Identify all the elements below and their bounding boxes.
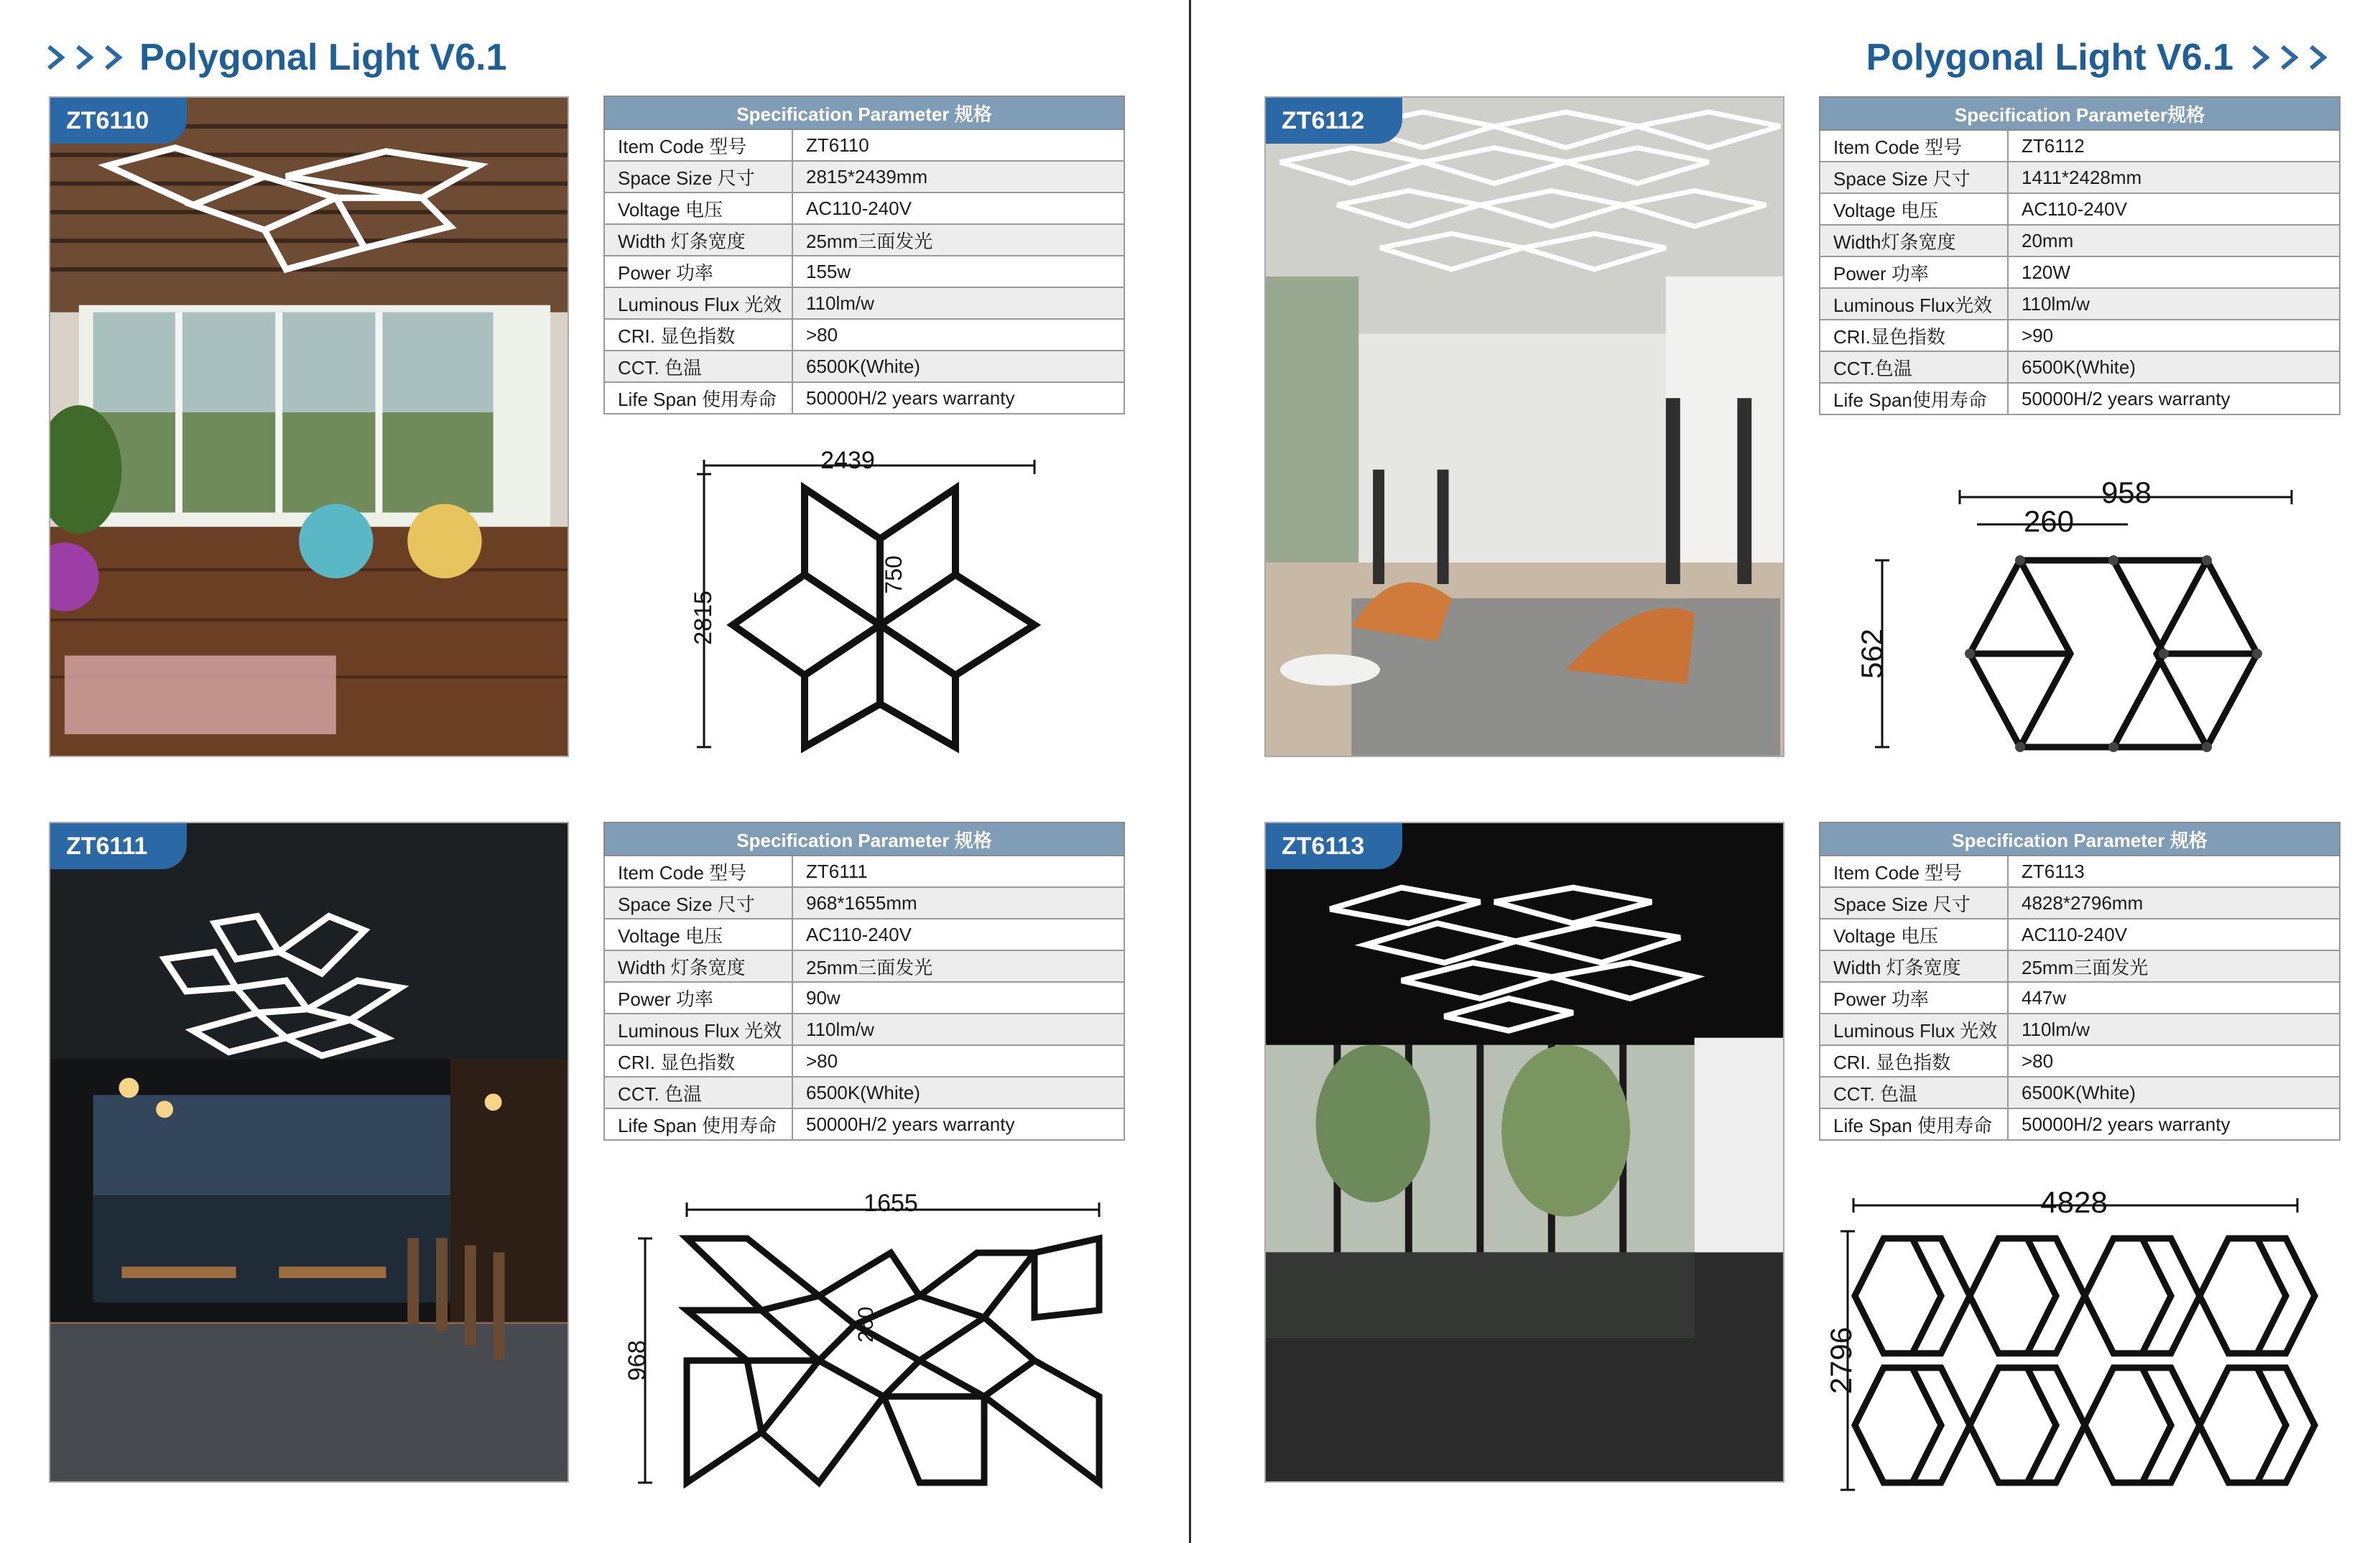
- office-hall-scene-image: [1266, 823, 1783, 1481]
- spec-table-header: Specification Parameter规格: [1820, 97, 2340, 130]
- table-row: Item Code 型号 ZT6112: [1820, 130, 2340, 162]
- dim-width-label: 2439: [820, 447, 875, 474]
- table-row: Power 功率 90w: [604, 982, 1124, 1014]
- dim-height-label: 562: [1855, 628, 1889, 680]
- table-row: Voltage 电压 AC110-240V: [604, 919, 1124, 950]
- table-row: Life Span 使用寿命 50000H/2 years warranty: [604, 1108, 1124, 1140]
- table-row: Luminous Flux 光效 110lm/w: [1820, 1014, 2340, 1045]
- cube-frame-diagram: [1819, 1181, 2340, 1497]
- page-divider: [1189, 0, 1191, 1543]
- table-row: Space Size 尺寸 4828*2796mm: [1820, 887, 2340, 919]
- spec-table-zt6110: [603, 96, 1125, 414]
- table-row: Voltage 电压 AC110-240V: [1820, 193, 2340, 225]
- table-row: Item Code 型号 ZT6111: [604, 856, 1124, 887]
- table-row: Luminous Flux 光效 110lm/w: [604, 287, 1124, 319]
- spec-table-zt6111: [603, 822, 1125, 1141]
- product-badge: ZT6111: [50, 823, 187, 869]
- page-title-left: Polygonal Light V6.1: [139, 37, 507, 78]
- table-row: CCT.色温 6500K(White): [1820, 351, 2340, 383]
- chevrons-icon: [43, 41, 125, 74]
- spec-table-zt6112: [1819, 96, 2340, 415]
- dim-width-label: 958: [2101, 476, 2152, 509]
- table-row: Width 灯条宽度 25mm三面发光: [604, 224, 1124, 256]
- dim-height-label: 2815: [690, 590, 717, 645]
- spec-table-header: Specification Parameter 规格: [604, 823, 1124, 856]
- dim-inner-label: 260: [854, 1306, 878, 1343]
- dimension-drawing-zt6113: [1819, 1181, 2340, 1497]
- table-row: Life Span 使用寿命 50000H/2 years warranty: [604, 382, 1124, 414]
- product-photo-zt6110: [49, 96, 569, 757]
- table-row: CRI. 显色指数 >80: [1820, 1045, 2340, 1077]
- dim-height-label: 2796: [1824, 1327, 1858, 1394]
- table-row: Width灯条宽度 20mm: [1820, 225, 2340, 256]
- product-badge: ZT6112: [1266, 98, 1402, 144]
- table-row: CCT. 色温 6500K(White): [604, 351, 1124, 382]
- table-row: Item Code 型号 ZT6113: [1820, 856, 2340, 887]
- dim-width-label: 4828: [2040, 1185, 2108, 1219]
- gym-scene-image: [1266, 98, 1783, 756]
- table-row: Voltage 电压 AC110-240V: [1820, 919, 2340, 950]
- table-row: Power 功率 447w: [1820, 982, 2340, 1014]
- table-row: CCT. 色温 6500K(White): [604, 1077, 1124, 1108]
- table-row: CCT. 色温 6500K(White): [1820, 1077, 2340, 1108]
- table-row: Space Size 尺寸 1411*2428mm: [1820, 162, 2340, 193]
- chevrons-icon: [2248, 41, 2330, 74]
- table-row: Luminous Flux 光效 110lm/w: [604, 1014, 1124, 1045]
- dimension-drawing-zt6111: [603, 1181, 1125, 1497]
- dim-inner-label: 260: [2023, 504, 2075, 538]
- spec-table-header: Specification Parameter 规格: [604, 96, 1124, 129]
- product-badge: ZT6110: [50, 98, 187, 144]
- header-right: [1866, 29, 2330, 86]
- spec-table-header: Specification Parameter 规格: [1820, 823, 2340, 856]
- table-row: Space Size 尺寸 2815*2439mm: [604, 161, 1124, 193]
- restaurant-scene-image: [50, 823, 568, 1481]
- table-row: Width 灯条宽度 25mm三面发光: [1820, 950, 2340, 982]
- table-row: Width 灯条宽度 25mm三面发光: [604, 950, 1124, 982]
- table-row: Power 功率 120W: [1820, 256, 2340, 288]
- dimension-drawing-zt6110: [603, 438, 1125, 754]
- dim-height-label: 968: [624, 1340, 651, 1381]
- star-frame-diagram: [603, 438, 1125, 754]
- table-row: Voltage 电压 AC110-240V: [604, 193, 1124, 224]
- table-row: Item Code 型号 ZT6110: [604, 129, 1124, 161]
- table-row: Luminous Flux光效 110lm/w: [1820, 288, 2340, 320]
- star-frame-diagram: [603, 1181, 1125, 1497]
- dim-inner-label: 750: [881, 555, 907, 594]
- room-scene-image: [50, 98, 568, 756]
- spec-table-zt6113: [1819, 822, 2340, 1141]
- product-photo-zt6111: [49, 822, 569, 1483]
- dim-width-label: 1655: [863, 1190, 918, 1217]
- table-row: CRI. 显色指数 >80: [604, 1045, 1124, 1077]
- hexagon-frame-diagram: [1819, 474, 2340, 790]
- table-row: Life Span使用寿命 50000H/2 years warranty: [1820, 383, 2340, 414]
- table-row: Life Span 使用寿命 50000H/2 years warranty: [1820, 1108, 2340, 1140]
- header-left: [43, 29, 506, 86]
- product-photo-zt6112: [1264, 96, 1784, 757]
- dimension-drawing-zt6112: [1819, 474, 2340, 790]
- table-row: Power 功率 155w: [604, 256, 1124, 287]
- page-title-right: Polygonal Light V6.1: [1866, 37, 2233, 78]
- product-photo-zt6113: [1264, 822, 1784, 1483]
- table-row: CRI.显色指数 >90: [1820, 320, 2340, 351]
- table-row: CRI. 显色指数 >80: [604, 319, 1124, 351]
- table-row: Space Size 尺寸 968*1655mm: [604, 887, 1124, 919]
- product-badge: ZT6113: [1266, 823, 1402, 869]
